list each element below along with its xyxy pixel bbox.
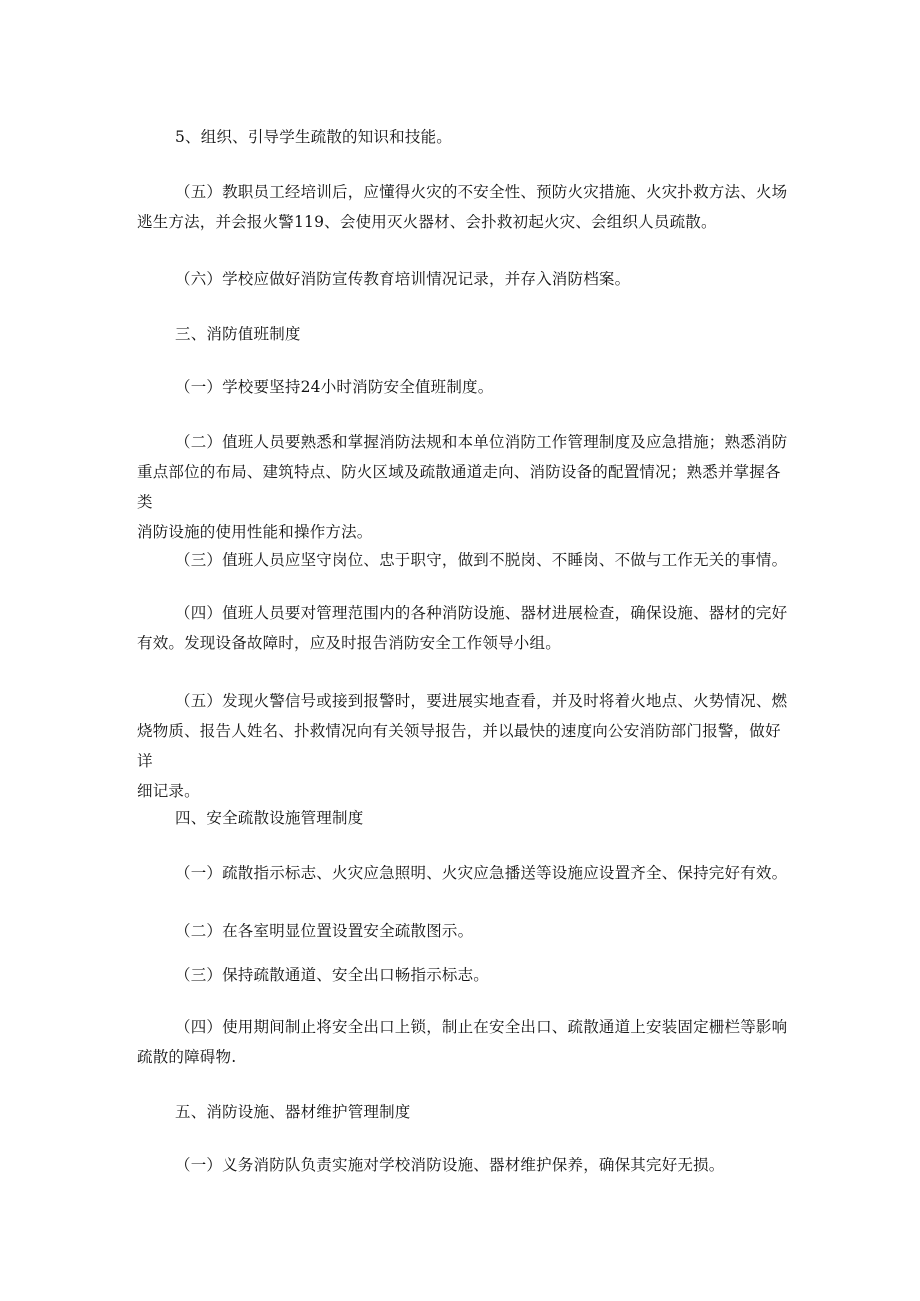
paragraph-skill-item-5: [137, 122, 793, 152]
paragraph-line: （三）保持疏散通道、安全出口畅指示标志。: [175, 966, 490, 984]
paragraph-line: （五）教职员工经培训后，应懂得火灾的不安全性、预防火灾措施、火灾扑救方法、火场: [175, 183, 788, 201]
paragraph-24h-duty: [137, 372, 793, 402]
paragraph-fire-alarm-response: [137, 686, 793, 806]
paragraph-line: （三）值班人员应坚守岗位、忠于职守，做到不脱岗、不睡岗、不做与工作无关的事情。: [175, 551, 788, 569]
paragraph-training-records: [137, 264, 793, 294]
paragraph-line: 细记录。: [137, 782, 200, 800]
paragraph-evacuation-passage: [137, 960, 793, 990]
paragraph-line: （一）学校要坚持24小时消防安全值班制度。: [175, 378, 494, 396]
section-heading: 四、安全疏散设施管理制度: [175, 809, 364, 827]
section-heading: 三、消防值班制度: [175, 325, 301, 343]
paragraph-line: 消防设施的使用性能和操作方法。: [137, 523, 373, 541]
paragraph-line: 有效。发现设备故障时，应及时报告消防安全工作领导小组。: [137, 634, 561, 652]
paragraph-line: 重点部位的布局、建筑特点、防火区域及疏散通道走向、消防设备的配置情况；熟悉并掌握各类: [137, 463, 781, 511]
paragraph-duty-knowledge: [137, 427, 793, 547]
section-heading-equipment-maintenance: [137, 1097, 793, 1127]
paragraph-line: （四）使用期间制止将安全出口上锁，制止在安全出口、疏散通道上安装固定栅栏等影响: [175, 1018, 788, 1036]
paragraph-volunteer-team: [137, 1150, 793, 1180]
paragraph-equipment-check: [137, 598, 793, 658]
paragraph-line: 5、组织、引导学生疏散的知识和技能。: [175, 128, 452, 146]
paragraph-duty-post: [137, 545, 793, 575]
paragraph-evacuation-diagram: [137, 916, 793, 946]
paragraph-line: （四）值班人员要对管理范围内的各种消防设施、器材进展检查，确保设施、器材的完好: [175, 604, 788, 622]
paragraph-line: （二）在各室明显位置设置安全疏散图示。: [175, 922, 474, 940]
paragraph-line: （一）义务消防队负责实施对学校消防设施、器材维护保养，确保其完好无损。: [175, 1156, 725, 1174]
paragraph-line: （六）学校应做好消防宣传教育培训情况记录，并存入消防档案。: [175, 270, 631, 288]
paragraph-line: （五）发现火警信号或接到报警时，要进展实地查看，并及时将着火地点、火势情况、燃: [175, 692, 788, 710]
paragraph-line: 疏散的障碍物.: [137, 1048, 237, 1066]
paragraph-exit-lock: [137, 1012, 793, 1072]
section-heading: 五、消防设施、器材维护管理制度: [175, 1103, 411, 1121]
paragraph-staff-training: [137, 177, 793, 237]
paragraph-line: 逃生方法，并会报火警119、会使用灭火器材、会扑救初起火灾、会组织人员疏散。: [137, 213, 717, 231]
paragraph-line: （二）值班人员要熟悉和掌握消防法规和本单位消防工作管理制度及应急措施；熟悉消防: [175, 433, 788, 451]
paragraph-line: （一）疏散指示标志、火灾应急照明、火灾应急播送等设施应设置齐全、保持完好有效。: [175, 864, 788, 882]
section-heading-duty-system: [137, 319, 793, 349]
paragraph-line: 烧物质、报告人姓名、扑救情况向有关领导报告，并以最快的速度向公安消防部门报警，做好详: [137, 722, 781, 770]
paragraph-evacuation-signs: [137, 858, 793, 888]
section-heading-evacuation: [137, 803, 793, 833]
